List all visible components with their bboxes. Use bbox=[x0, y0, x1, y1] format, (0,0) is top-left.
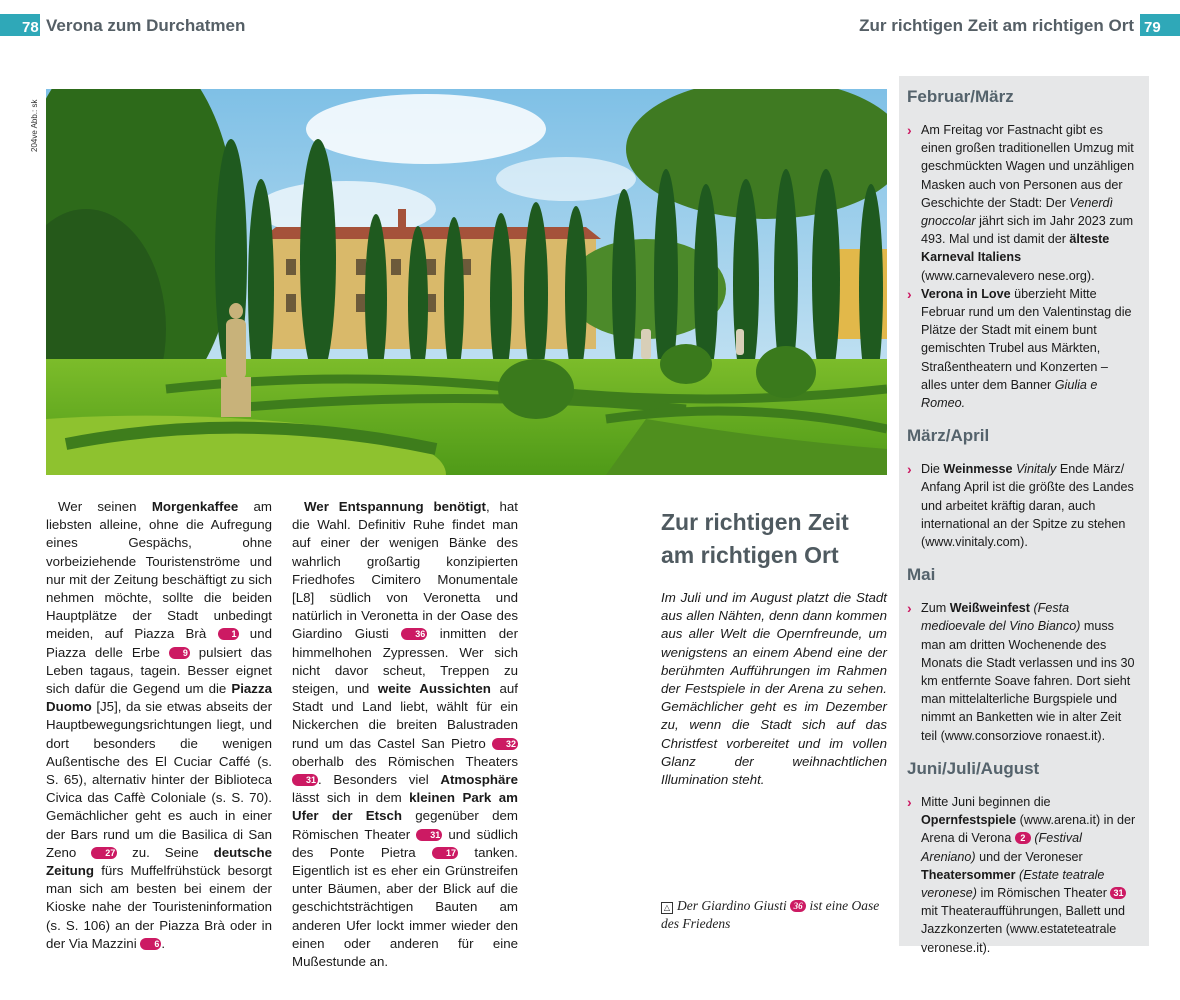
italic-run: Vinitaly bbox=[1015, 462, 1057, 477]
garden-photo bbox=[46, 89, 887, 475]
chevron-right-icon: › bbox=[907, 285, 912, 302]
map-marker-badge: 36 bbox=[401, 628, 427, 640]
body-column-2 bbox=[292, 498, 518, 971]
text-run: und der Veroneser bbox=[975, 849, 1083, 864]
event-entry bbox=[907, 599, 1137, 745]
text-run: im Römischen Theater bbox=[977, 885, 1111, 900]
text-run: Ende März/ Anfang April ist die größte des Landes und arbeitet kräftig daran, auch international an der Spitze zu stehen (www.vinitaly.com). bbox=[921, 462, 1134, 550]
text-run: am liebsten alleine, ohne die Aufregung eines Gespächs, ohne vorbeiziehende Touristenströme und nur mit der Zeitung beschäftigt zu sich nehmen möchte, sollte die beiden Hauptplätze der Stadt unbedingt meiden, auf Piazza Brà bbox=[46, 499, 272, 642]
text-run: Zum bbox=[921, 601, 950, 616]
text-run: Die bbox=[921, 462, 944, 477]
season-heading: Mai bbox=[907, 565, 936, 585]
text-run: oberhalb des Römischen Theaters bbox=[292, 753, 518, 769]
text-run: jährt sich im Jahr 2023 zum 493. Mal und ist damit der bbox=[921, 214, 1134, 247]
bold-run: Weinmesse bbox=[943, 462, 1013, 477]
text-run: lässt sich in dem bbox=[292, 790, 410, 806]
photo-credit: 204ve Abb.: sk bbox=[30, 99, 39, 152]
text-run: muss man am dritten Wochenende des Monats die Stadt verlassen und ins 30 km entfernte Soave fahren. Dort sieht man mittelalterliche Burgspiele und nimmt an Banketten wie in alter Zeit teil (www.consorziove ronaest.it). bbox=[921, 619, 1135, 743]
bold-run: deutsche Zeitung bbox=[46, 844, 272, 879]
event-entry bbox=[907, 460, 1137, 551]
text-run: . bbox=[161, 935, 166, 951]
chevron-right-icon: › bbox=[907, 600, 912, 617]
italic-run: (Festa medioevale del Vino Bianco) bbox=[921, 601, 1081, 634]
bold-run: Theatersommer bbox=[921, 867, 1016, 882]
text-run: und Piazza delle Erbe bbox=[46, 626, 272, 660]
season-heading: Februar/März bbox=[907, 87, 1014, 106]
map-marker-badge: 1 bbox=[218, 628, 239, 640]
caption-text: Der Giardino Giusti bbox=[677, 898, 791, 913]
text-run: [J5], da sie etwas abseits der Hauptbewegungsrichtungen liegt, und dort besonders die wenigen Außentische des El Cuciar Caffé (s. S. 65), alternativ hinter der Biblioteca Civica das Caffè Coloniale (s. S. 70). Gemächlicher geht es auch in einer der Bars rund um die Basilica di San Zeno bbox=[46, 699, 272, 860]
italic-run: (Festival Areniano) bbox=[921, 831, 1082, 864]
caption-text: ist eine Oase des Friedens bbox=[661, 898, 880, 931]
bold-run: älteste Karneval Italiens bbox=[921, 232, 1110, 265]
text-run: . Besonders viel bbox=[318, 772, 441, 788]
bold-run: Verona in Love bbox=[921, 286, 1011, 301]
text-run: überzieht Mitte Februar rund um den Valentinstag die Plätze der Stadt mit einem bunt gemischten Trubel aus Märkten, Straßentheatern und Konzerten – alles unter dem Banner bbox=[921, 286, 1132, 392]
page-number-right: 79 bbox=[1140, 14, 1180, 36]
section-title bbox=[661, 506, 891, 572]
section-title-line-1: Zur richtigen Zeit bbox=[661, 509, 849, 535]
text-run: Mitte Juni beginnen die bbox=[921, 794, 1051, 809]
text-run: und südlich des Ponte Pietra bbox=[292, 826, 518, 860]
bold-run: kleinen Park am Ufer der Etsch bbox=[292, 790, 518, 824]
bold-run: Weißweinfest bbox=[949, 601, 1030, 616]
paragraph-entspannung bbox=[292, 498, 518, 971]
body-column-1 bbox=[46, 498, 272, 953]
chevron-right-icon: › bbox=[907, 122, 912, 138]
text-run: (www.arena.it) in der Arena di Verona bbox=[921, 813, 1136, 846]
map-marker-badge: 9 bbox=[169, 647, 190, 659]
map-marker-badge: 2 bbox=[1015, 832, 1031, 844]
map-marker-badge: 6 bbox=[140, 938, 161, 950]
photo-caption bbox=[661, 897, 887, 933]
italic-run: Giulia e Romeo. bbox=[921, 377, 1098, 411]
map-marker-badge: 32 bbox=[492, 738, 518, 750]
bold-run: Atmosphäre bbox=[440, 772, 518, 788]
text-run: zu. Seine bbox=[117, 844, 214, 860]
text-run: inmitten der himmelhohen Zypressen. Wer sich nicht davor scheut, Treppen zu steigen, und bbox=[292, 626, 519, 697]
text-run: tanken. Eigentlich ist es eher ein Grünstreifen unter Bäumen, aber der Blick auf die geschichtsträchtigen Bauten am anderen Ufer lockt immer wieder den einen oder anderen für eine Mußestunde an. bbox=[292, 844, 518, 970]
text-run: pulsiert das Leben tagaus, tagein. Besser eignet sich dafür die Gegend um die bbox=[46, 644, 272, 697]
garden-photo-illustration bbox=[46, 89, 887, 475]
running-header-left: Verona zum Durchatmen bbox=[46, 16, 246, 35]
bold-run: Morgenkaffee bbox=[151, 499, 239, 514]
text-run: mit Theateraufführungen, Ballett und Jazzkonzerten (www.estateteatrale veronese.it). bbox=[921, 904, 1125, 955]
map-marker-badge: 36 bbox=[790, 900, 806, 912]
text-run: gegenüber dem Römischen Theater bbox=[292, 808, 518, 842]
page-number-left: 78 bbox=[0, 14, 40, 36]
text-run: auf Stadt und Land liebt, wählt für ein Nickerchen die breiten Balustraden rund um das Castel San Pietro bbox=[292, 681, 518, 751]
bold-run: weite Aussichten bbox=[377, 681, 491, 697]
running-header-right: Zur richtigen Zeit am richtigen Ort bbox=[859, 16, 1134, 35]
chevron-right-icon: › bbox=[907, 793, 912, 810]
map-marker-badge: 31 bbox=[292, 774, 318, 786]
event-entry bbox=[907, 121, 1137, 285]
season-heading: März/April bbox=[907, 426, 990, 446]
map-marker-badge: 31 bbox=[1110, 887, 1126, 899]
bold-run: Wer Entspannung benötigt bbox=[304, 499, 486, 514]
bold-run: Piazza Duomo bbox=[46, 681, 272, 715]
italic-run: Venerdì gnoccolar bbox=[921, 195, 1114, 229]
events-sidebar bbox=[899, 76, 1149, 955]
chevron-right-icon: › bbox=[907, 461, 912, 478]
map-marker-badge: 31 bbox=[416, 829, 442, 841]
paragraph-morgenkaffee bbox=[46, 498, 272, 953]
map-marker-badge: 27 bbox=[91, 847, 117, 859]
bold-run: Opernfestspiele bbox=[921, 813, 1017, 828]
text-run: fürs Muffelfrühstück besorgt man sich am besten bei einem der Kioske nahe der Touristeninformation (s. S. 106) an der Piazza Brà oder in der Via Mazzini bbox=[46, 863, 272, 951]
event-entry bbox=[907, 793, 1137, 957]
section-title-line-2: am richtigen Ort bbox=[661, 542, 839, 568]
map-marker-badge: 17 bbox=[432, 847, 458, 859]
text-run: Wer seinen bbox=[58, 499, 152, 514]
season-heading: Juni/Juli/August bbox=[907, 758, 1040, 778]
text-run: Am Freitag vor Fastnacht gibt es einen großen traditionellen Umzug mit geschmückten Wagen und unzähligen Masken auch von Personen aus der Geschichte der Stadt: Der bbox=[921, 123, 1135, 210]
text-run: (www.carnevalevero nese.org). bbox=[921, 268, 1095, 283]
section-intro: Im Juli und im August platzt die Stadt aus allen Nähten, denn dann kommen aus aller Welt die Opernfreunde, um wenigstens an einem Abend eine der berühmten Aufführungen im Rahmen der Festspiele in der Arena zu sehen. Gemächlicher geht es im Dezember zu, wenn die Stadt sich auf das Christfest vorbereitet und im vollen Glanz der weihnachtlichen Illumination steht. bbox=[661, 590, 887, 788]
event-entry bbox=[907, 285, 1137, 412]
italic-run: (Estate teatrale veronese) bbox=[921, 867, 1105, 900]
photo-caption-icon: △ bbox=[661, 902, 673, 914]
text-run: , hat die Wahl. Definitiv Ruhe findet man auf einer der wenigen Bänke des wahrlich großartig konzipierten Friedhofes Cimitero Monumentale [L8] südlich von Veronetta und natürlich in Veronetta in der Oase des Giardino Giusti bbox=[292, 499, 518, 642]
